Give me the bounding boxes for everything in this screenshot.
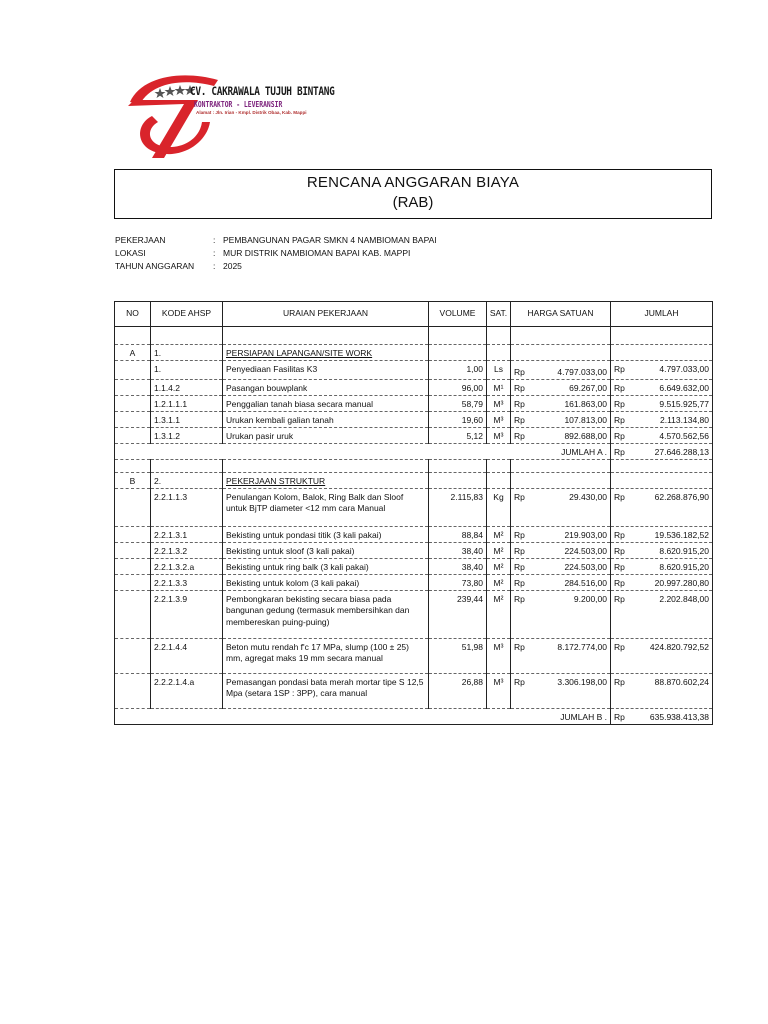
currency-label: Rp — [614, 382, 625, 393]
currency-label: Rp — [514, 382, 525, 393]
item-volume: 239,44 — [429, 590, 487, 638]
item-kode: 2.2.1.4.4 — [151, 638, 223, 673]
total-value: 635.938.413,38 — [649, 711, 709, 722]
item-kode: 1.2.1.1.1 — [151, 395, 223, 411]
section-kode: 2. — [151, 472, 223, 488]
item-kode: 2.2.1.3.2.a — [151, 558, 223, 574]
item-harga: 224.503,00 — [564, 545, 607, 556]
item-harga: 892.688,00 — [564, 430, 607, 441]
item-jumlah: 8.620.915,20 — [659, 561, 709, 572]
currency-label: Rp — [514, 577, 525, 588]
item-harga: 284.516,00 — [564, 577, 607, 588]
item-sat: M² — [487, 542, 511, 558]
currency-label: Rp — [514, 676, 525, 687]
item-uraian: Pasangan bouwplank — [223, 379, 429, 395]
item-harga: 8.172.774,00 — [557, 641, 607, 652]
header-uraian: URAIAN PEKERJAAN — [223, 302, 429, 327]
section-b-total-row — [115, 708, 713, 724]
header-jumlah: JUMLAH — [611, 302, 713, 327]
currency-label: Rp — [614, 529, 625, 540]
item-uraian: Urukan kembali galian tanah — [223, 411, 429, 427]
item-volume: 51,98 — [429, 638, 487, 673]
company-tagline: KONTRAKTOR - LEVERANSIR — [194, 100, 283, 109]
document-title-box — [114, 169, 712, 219]
item-kode: 2.2.1.1.3 — [151, 488, 223, 526]
item-jumlah: 8.620.915,20 — [659, 545, 709, 556]
item-uraian: Urukan pasir uruk — [223, 427, 429, 443]
table-row — [115, 558, 713, 574]
currency-label: Rp — [614, 364, 625, 374]
item-jumlah: 2.202.848,00 — [659, 593, 709, 604]
item-kode: 1.3.1.1 — [151, 411, 223, 427]
info-label: TAHUN ANGGARAN — [115, 261, 195, 271]
item-jumlah: 6.649.632,00 — [659, 382, 709, 393]
item-uraian: Bekisting untuk sloof (3 kali pakai) — [223, 542, 429, 558]
item-harga: 9.200,00 — [573, 593, 607, 604]
item-kode: 2.2.1.3.9 — [151, 590, 223, 638]
currency-label: Rp — [614, 446, 625, 457]
currency-label: Rp — [514, 491, 525, 502]
table-row — [115, 427, 713, 443]
total-label: JUMLAH B . — [511, 708, 611, 724]
item-sat: M² — [487, 526, 511, 542]
total-value: 27.646.288,13 — [654, 446, 709, 457]
currency-label: Rp — [614, 545, 625, 556]
item-kode: 2.2.1.3.1 — [151, 526, 223, 542]
item-volume: 38,40 — [429, 542, 487, 558]
currency-label: Rp — [514, 430, 525, 441]
info-separator: : — [213, 261, 216, 271]
item-jumlah: 4.570.562,56 — [659, 430, 709, 441]
currency-label: Rp — [614, 430, 625, 441]
item-volume: 58,79 — [429, 395, 487, 411]
currency-label: Rp — [614, 593, 625, 604]
table-row — [115, 638, 713, 673]
item-uraian: Beton mutu rendah f'c 17 MPa, slump (100 ± 25) mm, agregat maks 19 mm secara manual — [223, 638, 429, 673]
document-title: RENCANA ANGGARAN BIAYA — [306, 174, 520, 191]
company-address: Alamat : Jln. Irian - Kmpl. Distrik Obaa, Kab. Mappi — [196, 110, 307, 115]
item-harga: 4.797.033,00 — [557, 367, 607, 377]
project-info — [115, 234, 615, 273]
item-uraian: Penyediaan Fasilitas K3 — [223, 361, 429, 380]
item-jumlah: 9.515.925,77 — [659, 398, 709, 409]
header-volume: VOLUME — [429, 302, 487, 327]
item-uraian: Bekisting untuk pondasi titik (3 kali pakai) — [223, 526, 429, 542]
item-jumlah: 20.997.280,80 — [654, 577, 709, 588]
item-uraian: Penggalian tanah biasa secara manual — [223, 395, 429, 411]
document-subtitle: (RAB) — [392, 194, 434, 211]
currency-label: Rp — [614, 398, 625, 409]
item-jumlah: 424.820.792,52 — [649, 641, 709, 652]
header-no: NO — [115, 302, 151, 327]
currency-label: Rp — [614, 577, 625, 588]
info-value: MUR DISTRIK NAMBIOMAN BAPAI KAB. MAPPI — [223, 248, 411, 258]
currency-label: Rp — [514, 641, 525, 652]
item-kode: 2.2.2.1.4.a — [151, 673, 223, 708]
item-uraian: Penulangan Kolom, Balok, Ring Balk dan Sloof untuk BjTP diameter <12 mm cara Manual — [223, 488, 429, 526]
item-harga: 29.430,00 — [569, 491, 607, 502]
item-uraian: Pembongkaran bekisting secara biasa pada bangunan gedung (termasuk membersihkan dan membereskan puing-puing) — [223, 590, 429, 638]
item-sat: Kg — [487, 488, 511, 526]
item-kode: 1.1.4.2 — [151, 379, 223, 395]
item-harga: 69.267,00 — [569, 382, 607, 393]
currency-label: Rp — [514, 398, 525, 409]
item-harga: 107.813,00 — [564, 414, 607, 425]
item-sat: M² — [487, 574, 511, 590]
table-row — [115, 526, 713, 542]
table-row — [115, 379, 713, 395]
item-sat: M³ — [487, 395, 511, 411]
currency-label: Rp — [514, 529, 525, 540]
item-sat: Ls — [487, 361, 511, 380]
item-kode: 2.2.1.3.2 — [151, 542, 223, 558]
table-row — [115, 361, 713, 380]
info-separator: : — [213, 248, 216, 258]
info-label: PEKERJAAN — [115, 235, 166, 245]
item-jumlah: 4.797.033,00 — [659, 364, 709, 374]
item-volume: 1,00 — [429, 361, 487, 380]
item-kode: 1. — [151, 361, 223, 380]
table-row-spacer — [115, 327, 713, 345]
item-uraian: Bekisting untuk ring balk (3 kali pakai) — [223, 558, 429, 574]
item-sat: M³ — [487, 427, 511, 443]
header-harga: HARGA SATUAN — [511, 302, 611, 327]
table-row — [115, 673, 713, 708]
item-uraian: Pemasangan pondasi bata merah mortar tipe S 12,5 Mpa (setara 1SP : 3PP), cara manual — [223, 673, 429, 708]
table-row — [115, 411, 713, 427]
section-b-header — [115, 472, 713, 488]
currency-label: Rp — [514, 545, 525, 556]
item-harga: 219.903,00 — [564, 529, 607, 540]
item-kode: 1.3.1.2 — [151, 427, 223, 443]
item-harga: 224.503,00 — [564, 561, 607, 572]
section-a-header — [115, 345, 713, 361]
item-volume: 96,00 — [429, 379, 487, 395]
currency-label: Rp — [514, 593, 525, 604]
info-row-tahun — [115, 260, 615, 273]
total-label: JUMLAH A . — [511, 443, 611, 459]
table-row — [115, 395, 713, 411]
currency-label: Rp — [514, 561, 525, 572]
currency-label: Rp — [614, 641, 625, 652]
item-volume: 26,88 — [429, 673, 487, 708]
item-jumlah: 19.536.182,52 — [654, 529, 709, 540]
item-jumlah: 62.268.876,90 — [654, 491, 709, 502]
item-sat: M² — [487, 558, 511, 574]
item-uraian: Bekisting untuk kolom (3 kali pakai) — [223, 574, 429, 590]
info-value: PEMBANGUNAN PAGAR SMKN 4 NAMBIOMAN BAPAI — [223, 235, 437, 245]
currency-label: Rp — [614, 561, 625, 572]
item-volume: 38,40 — [429, 558, 487, 574]
item-sat: M² — [487, 590, 511, 638]
item-kode: 2.2.1.3.3 — [151, 574, 223, 590]
item-jumlah: 2.113.134,80 — [660, 414, 709, 425]
item-harga: 3.306.198,00 — [557, 676, 607, 687]
table-row-spacer — [115, 459, 713, 472]
currency-label: Rp — [614, 676, 625, 687]
info-label: LOKASI — [115, 248, 146, 258]
table-row — [115, 542, 713, 558]
item-volume: 88,84 — [429, 526, 487, 542]
section-no: B — [115, 472, 151, 488]
item-sat: M³ — [487, 638, 511, 673]
item-sat: M³ — [487, 673, 511, 708]
currency-label: Rp — [614, 491, 625, 502]
info-value: 2025 — [223, 261, 242, 271]
section-title: PERSIAPAN LAPANGAN/SITE WORK — [223, 345, 429, 361]
table-row — [115, 574, 713, 590]
rab-table — [114, 301, 713, 725]
section-title: PEKERJAAN STRUKTUR — [223, 472, 429, 488]
section-no: A — [115, 345, 151, 361]
company-name: CV. CAKRAWALA TUJUH BINTANG — [190, 84, 335, 98]
item-harga: 161.863,00 — [564, 398, 607, 409]
info-separator: : — [213, 235, 216, 245]
table-header-row — [115, 302, 713, 327]
item-volume: 73,80 — [429, 574, 487, 590]
item-volume: 5,12 — [429, 427, 487, 443]
item-jumlah: 88.870.602,24 — [654, 676, 709, 687]
info-row-pekerjaan — [115, 234, 615, 247]
header-sat: SAT. — [487, 302, 511, 327]
item-volume: 2.115,83 — [429, 488, 487, 526]
table-row — [115, 590, 713, 638]
currency-label: Rp — [614, 414, 625, 425]
item-volume: 19,60 — [429, 411, 487, 427]
item-sat: M³ — [487, 411, 511, 427]
section-a-total-row — [115, 443, 713, 459]
item-sat: M¹ — [487, 379, 511, 395]
header-kode: KODE AHSP — [151, 302, 223, 327]
currency-label: Rp — [514, 367, 525, 377]
currency-label: Rp — [514, 414, 525, 425]
currency-label: Rp — [614, 711, 625, 722]
table-row — [115, 488, 713, 526]
info-row-lokasi — [115, 247, 615, 260]
section-kode: 1. — [151, 345, 223, 361]
company-logo — [122, 66, 342, 162]
